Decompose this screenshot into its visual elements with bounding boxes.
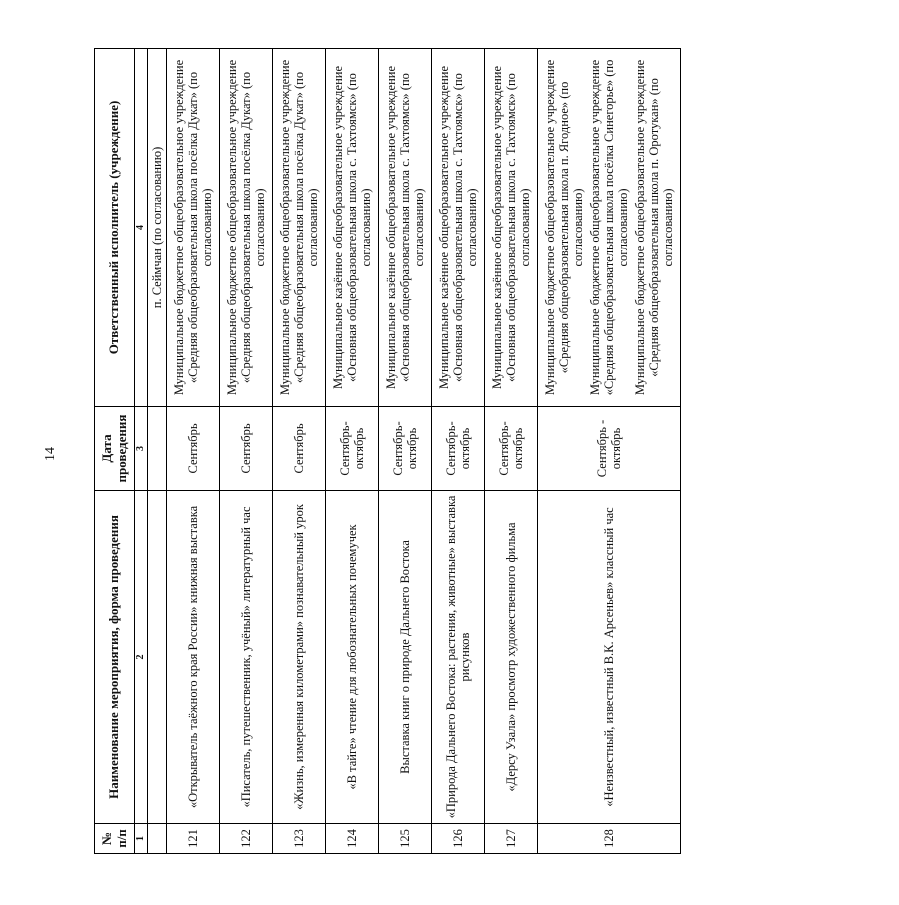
event-date: Сентябрь- октябрь	[379, 407, 432, 491]
responsible-institution: Муниципальное бюджетное общеобразовательное учреждение «Средняя общеобразовательная школа посёлка Дукат» (по согласованию)	[278, 59, 320, 396]
event-date: Сентябрь	[220, 407, 273, 491]
row-number: 125	[379, 824, 432, 854]
event-name: «В тайге» чтение для любознательных почемучек	[326, 491, 379, 824]
col-number: 2	[135, 491, 148, 824]
row-number: 128	[538, 824, 681, 854]
responsible-institution: Муниципальное бюджетное общеобразовательное учреждение «Средняя общеобразовательная школа п. Оротукан» (по согласованию)	[633, 59, 675, 396]
header-event: Наименование мероприятия, форма проведения	[95, 491, 135, 824]
table-row	[379, 49, 432, 854]
responsible-institution: Муниципальное казённое общеобразовательное учреждение «Основная общеобразовательная школа с. Тахтоямск» (по согласованию)	[331, 65, 373, 390]
table-row	[432, 49, 485, 854]
event-name: «Природа Дальнего Востока: растения, животные» выставка рисунков	[432, 491, 485, 824]
continuation-cell	[148, 824, 167, 854]
continuation-text: п. Сеймчан (по согласованию)	[148, 49, 167, 407]
event-date: Сентябрь- октябрь	[432, 407, 485, 491]
row-number: 122	[220, 824, 273, 854]
responsible-institution: Муниципальное бюджетное общеобразовательное учреждение «Средняя общеобразовательная школа п. Ягодное» (по согласованию)	[543, 59, 585, 396]
event-date: Сентябрь - октябрь	[538, 407, 681, 491]
table-row	[485, 49, 538, 854]
events-table	[94, 48, 681, 854]
event-date: Сентябрь- октябрь	[485, 407, 538, 491]
row-number: 124	[326, 824, 379, 854]
event-name: «Открыватель таёжного края России» книжная выставка	[167, 491, 220, 824]
responsible-cell	[273, 49, 326, 407]
row-number: 126	[432, 824, 485, 854]
header-responsible: Ответственный исполнитель (учреждение)	[95, 49, 135, 407]
rotated-sheet	[94, 59, 899, 854]
event-date: Сентябрь	[167, 407, 220, 491]
responsible-institution: Муниципальное бюджетное общеобразовательное учреждение «Средняя общеобразовательная школа посёлка Дукат» (по согласованию)	[172, 59, 214, 396]
header-date: Дата проведения	[95, 407, 135, 491]
col-number: 3	[135, 407, 148, 491]
event-date: Сентябрь-октябрь	[326, 407, 379, 491]
header-row	[95, 49, 135, 854]
responsible-institution: Муниципальное казённое общеобразовательное учреждение «Основная общеобразовательная школа с. Тахтоямск» (по согласованию)	[437, 65, 479, 390]
col-number: 1	[135, 824, 148, 854]
header-num: № п/п	[95, 824, 135, 854]
table-row	[273, 49, 326, 854]
event-date: Сентябрь	[273, 407, 326, 491]
table-row	[538, 49, 681, 854]
responsible-cell	[538, 49, 681, 407]
column-number-row	[135, 49, 148, 854]
event-name: «Неизвестный, известный В.К. Арсеньев» классный час	[538, 491, 681, 824]
table-row	[326, 49, 379, 854]
event-name: Выставка книг о природе Дальнего Востока	[379, 491, 432, 824]
row-number: 121	[167, 824, 220, 854]
page-number: 14	[43, 447, 58, 461]
responsible-institution: Муниципальное бюджетное общеобразовательное учреждение «Средняя общеобразовательная школа посёлка Синегорье» (по согласованию)	[588, 59, 630, 396]
row-number: 127	[485, 824, 538, 854]
continuation-cell	[148, 407, 167, 491]
responsible-cell	[326, 49, 379, 407]
event-name: «Писатель, путешественник, учёный» литературный час	[220, 491, 273, 824]
responsible-cell	[485, 49, 538, 407]
table-container	[94, 49, 675, 854]
col-number: 4	[135, 49, 148, 407]
table-row	[220, 49, 273, 854]
continuation-cell	[148, 491, 167, 824]
responsible-cell	[379, 49, 432, 407]
responsible-cell	[167, 49, 220, 407]
continuation-row	[148, 49, 167, 854]
responsible-institution: Муниципальное бюджетное общеобразовательное учреждение «Средняя общеобразовательная школа посёлка Дукат» (по согласованию)	[225, 59, 267, 396]
row-number: 123	[273, 824, 326, 854]
responsible-cell	[432, 49, 485, 407]
event-name: «Жизнь, измеренная километрами» познавательный урок	[273, 491, 326, 824]
responsible-institution: Муниципальное казённое общеобразовательное учреждение «Основная общеобразовательная школа с. Тахтоямск» (по согласованию)	[384, 65, 426, 390]
responsible-cell	[220, 49, 273, 407]
event-name: «Дерсу Узала» просмотр художественного фильма	[485, 491, 538, 824]
responsible-institution: Муниципальное казённое общеобразовательное учреждение «Основная общеобразовательная школа с. Тахтоямск» (по согласованию)	[490, 65, 532, 390]
table-row	[167, 49, 220, 854]
